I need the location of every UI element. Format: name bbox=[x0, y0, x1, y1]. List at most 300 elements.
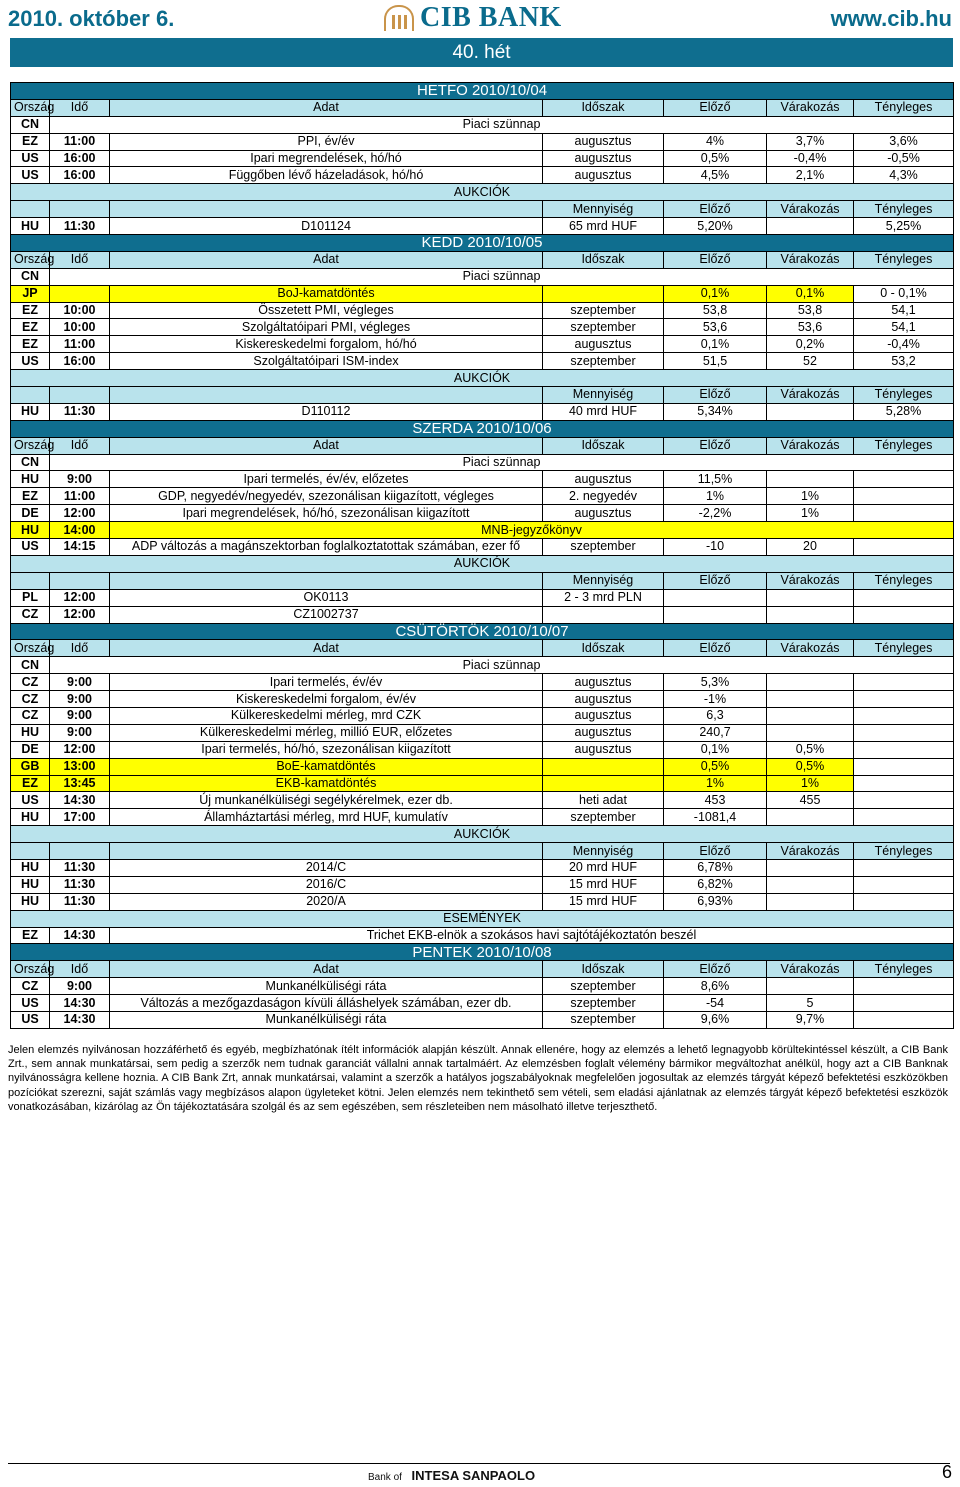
cell-elozo: 51,5 bbox=[664, 353, 767, 370]
cell-elozo: 0,5% bbox=[664, 758, 767, 775]
cell-tenyleges bbox=[854, 809, 954, 826]
cell-adat: ADP változás a magánszektorban foglalkoztatottak számában, ezer fő bbox=[110, 539, 543, 556]
cell-varakozas: 0,2% bbox=[767, 336, 854, 353]
cell-ido: 11:30 bbox=[50, 859, 110, 876]
cell-tenyleges: 54,1 bbox=[854, 302, 954, 319]
cell-elozo: -2,2% bbox=[664, 505, 767, 522]
cell-idoszak bbox=[543, 285, 664, 302]
cell-orszag: HU bbox=[11, 403, 50, 420]
empty-cell bbox=[50, 843, 110, 860]
auctions-label bbox=[11, 826, 954, 843]
event-row bbox=[11, 775, 954, 792]
cell-varakozas: 1% bbox=[767, 775, 854, 792]
auction-header-tenyleges: Tényleges bbox=[854, 572, 954, 589]
column-header-orszag: Ország bbox=[11, 99, 50, 116]
event-row bbox=[11, 876, 954, 893]
cell-elozo: 0,5% bbox=[664, 150, 767, 167]
column-header-row bbox=[11, 961, 954, 978]
cell-tenyleges bbox=[854, 589, 954, 606]
cell-varakozas: 0,5% bbox=[767, 758, 854, 775]
cell-elozo: 8,6% bbox=[664, 978, 767, 995]
cell-idoszak: szeptember bbox=[543, 809, 664, 826]
cell-ido: 9:00 bbox=[50, 724, 110, 741]
cell-tenyleges bbox=[854, 539, 954, 556]
cell-ido: 9:00 bbox=[50, 707, 110, 724]
cell-tenyleges bbox=[854, 606, 954, 623]
cell-orszag: EZ bbox=[11, 488, 50, 505]
cell-varakozas bbox=[767, 978, 854, 995]
bank-of-label: Bank of bbox=[368, 1472, 402, 1483]
event-row bbox=[11, 859, 954, 876]
cell-elozo: 53,8 bbox=[664, 302, 767, 319]
day-wednesday bbox=[11, 420, 954, 437]
event-row bbox=[11, 488, 954, 505]
empty-cell bbox=[50, 572, 110, 589]
cell-orszag: HU bbox=[11, 859, 50, 876]
column-header-varakozas: Várakozás bbox=[767, 640, 854, 657]
column-header-ido: Idő bbox=[50, 640, 110, 657]
cell-idoszak: augusztus bbox=[543, 167, 664, 184]
event-row bbox=[11, 167, 954, 184]
intesa-label: INTESA SANPAOLO bbox=[411, 1468, 536, 1483]
column-header-varakozas: Várakozás bbox=[767, 99, 854, 116]
country-cell: CN bbox=[11, 116, 50, 133]
cell-tenyleges bbox=[854, 505, 954, 522]
cell-varakozas: 52 bbox=[767, 353, 854, 370]
column-header-idoszak: Időszak bbox=[543, 961, 664, 978]
cell-varakozas bbox=[767, 809, 854, 826]
event-row bbox=[11, 809, 954, 826]
empty-cell bbox=[110, 387, 543, 404]
day-title: KEDD 2010/10/05 bbox=[11, 235, 954, 252]
cell-orszag: CZ bbox=[11, 978, 50, 995]
section-label: AUKCIÓK bbox=[11, 826, 954, 843]
cell-idoszak: 2 - 3 mrd PLN bbox=[543, 589, 664, 606]
economic-calendar-table bbox=[10, 82, 954, 1029]
cell-adat: CZ1002737 bbox=[110, 606, 543, 623]
cell-orszag: US bbox=[11, 1011, 50, 1028]
holiday-label: Piaci szünnap bbox=[50, 454, 954, 471]
cell-tenyleges: -0,4% bbox=[854, 336, 954, 353]
cell-idoszak: 20 mrd HUF bbox=[543, 859, 664, 876]
cell-adat: Kiskereskedelmi forgalom, hó/hó bbox=[110, 336, 543, 353]
cell-adat: D101124 bbox=[110, 218, 543, 235]
empty-cell bbox=[110, 572, 543, 589]
cell-varakozas: 5 bbox=[767, 995, 854, 1012]
auction-header-mennyiseg: Mennyiség bbox=[543, 387, 664, 404]
auction-header-tenyleges: Tényleges bbox=[854, 387, 954, 404]
cell-varakozas bbox=[767, 218, 854, 235]
cell-adat: Ipari termelés, év/év bbox=[110, 674, 543, 691]
cell-adat: Ipari termelés, hó/hó, szezonálisan kiigazított bbox=[110, 741, 543, 758]
cell-adat: 2014/C bbox=[110, 859, 543, 876]
cell-orszag: HU bbox=[11, 893, 50, 910]
page-header bbox=[0, 0, 960, 38]
column-header-elozo: Előző bbox=[664, 640, 767, 657]
cell-ido: 14:15 bbox=[50, 539, 110, 556]
cell-orszag: HU bbox=[11, 471, 50, 488]
cell-adat: Államháztartási mérleg, mrd HUF, kumulatív bbox=[110, 809, 543, 826]
cell-ido: 12:00 bbox=[50, 505, 110, 522]
cell-adat: Munkanélküliségi ráta bbox=[110, 1011, 543, 1028]
cell-varakozas: 53,6 bbox=[767, 319, 854, 336]
cell-orszag: HU bbox=[11, 809, 50, 826]
cell-adat: GDP, negyedév/negyedév, szezonálisan kiigazított, végleges bbox=[110, 488, 543, 505]
column-header-adat: Adat bbox=[110, 437, 543, 454]
market-holiday-row bbox=[11, 268, 954, 285]
cell-idoszak bbox=[543, 606, 664, 623]
cell-varakozas: 0,1% bbox=[767, 285, 854, 302]
cell-tenyleges bbox=[854, 707, 954, 724]
cell-ido: 16:00 bbox=[50, 167, 110, 184]
column-header-orszag: Ország bbox=[11, 437, 50, 454]
cell-ido: 12:00 bbox=[50, 589, 110, 606]
event-row bbox=[11, 995, 954, 1012]
column-header-adat: Adat bbox=[110, 961, 543, 978]
column-header-ido: Idő bbox=[50, 99, 110, 116]
cell-tenyleges bbox=[854, 893, 954, 910]
auctions-label bbox=[11, 184, 954, 201]
cell-elozo: 53,6 bbox=[664, 319, 767, 336]
cell-ido: 14:30 bbox=[50, 1011, 110, 1028]
cell-ido: 9:00 bbox=[50, 978, 110, 995]
cell-varakozas bbox=[767, 724, 854, 741]
cell-tenyleges bbox=[854, 471, 954, 488]
cell-elozo bbox=[664, 589, 767, 606]
cell-orszag: HU bbox=[11, 876, 50, 893]
cell-varakozas: 20 bbox=[767, 539, 854, 556]
cell-elozo bbox=[664, 606, 767, 623]
cell-orszag: US bbox=[11, 792, 50, 809]
page-number: 6 bbox=[941, 1462, 952, 1482]
auction-header-tenyleges: Tényleges bbox=[854, 201, 954, 218]
cell-ido: 17:00 bbox=[50, 809, 110, 826]
auction-header-elozo: Előző bbox=[664, 201, 767, 218]
column-header-elozo: Előző bbox=[664, 961, 767, 978]
holiday-label: Piaci szünnap bbox=[50, 268, 954, 285]
cell-varakozas bbox=[767, 893, 854, 910]
column-header-varakozas: Várakozás bbox=[767, 437, 854, 454]
footer-divider bbox=[8, 1463, 950, 1464]
events-label bbox=[11, 910, 954, 927]
event-row bbox=[11, 150, 954, 167]
cell-ido: 14:30 bbox=[50, 995, 110, 1012]
cell-orszag: HU bbox=[11, 522, 50, 539]
cell-elozo: 6,78% bbox=[664, 859, 767, 876]
cell-orszag: EZ bbox=[11, 302, 50, 319]
cell-varakozas bbox=[767, 403, 854, 420]
cell-adat: Változás a mezőgazdaságon kívüli álláshelyek számában, ezer db. bbox=[110, 995, 543, 1012]
empty-cell bbox=[50, 387, 110, 404]
auction-header-elozo: Előző bbox=[664, 572, 767, 589]
cell-adat: Külkereskedelmi mérleg, millió EUR, előzetes bbox=[110, 724, 543, 741]
cell-tenyleges bbox=[854, 876, 954, 893]
cell-ido: 11:00 bbox=[50, 336, 110, 353]
cell-varakozas: -0,4% bbox=[767, 150, 854, 167]
cell-adat: EKB-kamatdöntés bbox=[110, 775, 543, 792]
cell-idoszak: 40 mrd HUF bbox=[543, 403, 664, 420]
event-row bbox=[11, 1011, 954, 1028]
market-holiday-row bbox=[11, 657, 954, 674]
cell-tenyleges bbox=[854, 488, 954, 505]
auction-header-row bbox=[11, 843, 954, 860]
cell-idoszak: 65 mrd HUF bbox=[543, 218, 664, 235]
cell-orszag: PL bbox=[11, 589, 50, 606]
cell-idoszak: augusztus bbox=[543, 133, 664, 150]
auction-header-mennyiseg: Mennyiség bbox=[543, 843, 664, 860]
column-header-elozo: Előző bbox=[664, 437, 767, 454]
column-header-tenyleges: Tényleges bbox=[854, 437, 954, 454]
cell-ido: 14:00 bbox=[50, 522, 110, 539]
cell-elozo: 6,93% bbox=[664, 893, 767, 910]
cell-idoszak: szeptember bbox=[543, 539, 664, 556]
cell-varakozas: 455 bbox=[767, 792, 854, 809]
column-header-adat: Adat bbox=[110, 251, 543, 268]
auction-header-varakozas: Várakozás bbox=[767, 572, 854, 589]
cell-orszag: EZ bbox=[11, 775, 50, 792]
cell-elozo: 4,5% bbox=[664, 167, 767, 184]
day-thursday bbox=[11, 623, 954, 640]
cell-adat: Külkereskedelmi mérleg, mrd CZK bbox=[110, 707, 543, 724]
cib-logo-icon bbox=[384, 5, 414, 31]
cell-varakozas bbox=[767, 674, 854, 691]
cell-tenyleges bbox=[854, 995, 954, 1012]
country-cell: CN bbox=[11, 268, 50, 285]
cell-orszag: CZ bbox=[11, 606, 50, 623]
column-header-tenyleges: Tényleges bbox=[854, 251, 954, 268]
cell-idoszak: augusztus bbox=[543, 741, 664, 758]
cell-ido: 11:00 bbox=[50, 488, 110, 505]
cell-tenyleges bbox=[854, 724, 954, 741]
cell-elozo: -1081,4 bbox=[664, 809, 767, 826]
section-label: AUKCIÓK bbox=[11, 184, 954, 201]
auctions-label bbox=[11, 370, 954, 387]
cell-varakozas: 3,7% bbox=[767, 133, 854, 150]
disclaimer-text: Jelen elemzés nyilvánosan hozzáférhető és egyéb, megbízhatónak ítélt információk alapján készült. Annak ellenére, hogy az elemzés a lehető legnagyobb körültekintéssel készült, a CIB Bank Zrt., sem annak munkatársai, sem pedig a szerzők nem tudnak garanciát vállalni annak tartalmáért. Az elemzésben foglalt vélemény bármikor megváltozhat anélkül, hogy azt a CIB Banknak nyilvánosságra kellene hoznia. A CIB Bank Zrt, annak munkatársai, valamint a szerzők a hatályos jogszabályoknak megfelelően jogosultak az elemzés tárgyát képező befektetési eszközökben pozíciókat szerezni, saját számlás vagy megbízásos alapon ügyleteket kötni. Jelen elemzés nem tekinthető sem vételi, sem eladási ajánlatnak az elemzés tárgyát képező befektetési eszközök vonatkozásában, kizárólag az Ön tájékoztatására szolgál és az sem egészében, sem részleteiben nem másolható illetve terjeszthető. bbox=[8, 1044, 948, 1113]
event-row bbox=[11, 606, 954, 623]
cell-elozo: 6,3 bbox=[664, 707, 767, 724]
cell-tenyleges bbox=[854, 758, 954, 775]
event-row bbox=[11, 539, 954, 556]
cell-ido: 14:30 bbox=[50, 927, 110, 944]
column-header-tenyleges: Tényleges bbox=[854, 99, 954, 116]
cell-adat: OK0113 bbox=[110, 589, 543, 606]
auction-header-row bbox=[11, 572, 954, 589]
cell-adat: Szolgáltatóipari PMI, végleges bbox=[110, 319, 543, 336]
holiday-label: Piaci szünnap bbox=[50, 657, 954, 674]
cell-orszag: US bbox=[11, 995, 50, 1012]
auction-header-varakozas: Várakozás bbox=[767, 387, 854, 404]
cell-orszag: EZ bbox=[11, 133, 50, 150]
cell-elozo: -10 bbox=[664, 539, 767, 556]
cell-idoszak bbox=[543, 758, 664, 775]
cell-adat: BoE-kamatdöntés bbox=[110, 758, 543, 775]
cell-tenyleges: 3,6% bbox=[854, 133, 954, 150]
cell-tenyleges bbox=[854, 691, 954, 708]
auction-header-varakozas: Várakozás bbox=[767, 843, 854, 860]
cell-elozo: 240,7 bbox=[664, 724, 767, 741]
cell-ido: 13:00 bbox=[50, 758, 110, 775]
column-header-row bbox=[11, 99, 954, 116]
cell-ido: 11:30 bbox=[50, 893, 110, 910]
cell-orszag: HU bbox=[11, 724, 50, 741]
empty-cell bbox=[110, 843, 543, 860]
section-label: AUKCIÓK bbox=[11, 555, 954, 572]
cell-idoszak: augusztus bbox=[543, 707, 664, 724]
cell-tenyleges: -0,5% bbox=[854, 150, 954, 167]
cell-adat: Munkanélküliségi ráta bbox=[110, 978, 543, 995]
website-link[interactable]: www.cib.hu bbox=[830, 6, 952, 31]
cell-adat: Trichet EKB-elnök a szokásos havi sajtótájékoztatón beszél bbox=[110, 927, 954, 944]
cell-elozo: -54 bbox=[664, 995, 767, 1012]
cell-idoszak: augusztus bbox=[543, 505, 664, 522]
cell-varakozas bbox=[767, 707, 854, 724]
bank-name: CIB BANK bbox=[420, 2, 562, 33]
cell-tenyleges bbox=[854, 978, 954, 995]
event-row bbox=[11, 471, 954, 488]
column-header-ido: Idő bbox=[50, 251, 110, 268]
cell-orszag: EZ bbox=[11, 336, 50, 353]
event-row bbox=[11, 978, 954, 995]
cell-tenyleges: 5,25% bbox=[854, 218, 954, 235]
cell-tenyleges bbox=[854, 859, 954, 876]
cell-elozo: 6,82% bbox=[664, 876, 767, 893]
cell-orszag: DE bbox=[11, 741, 50, 758]
column-header-ido: Idő bbox=[50, 961, 110, 978]
day-monday bbox=[11, 83, 954, 100]
market-holiday-row bbox=[11, 454, 954, 471]
cell-idoszak: augusztus bbox=[543, 150, 664, 167]
cell-varakozas bbox=[767, 691, 854, 708]
cell-idoszak: augusztus bbox=[543, 724, 664, 741]
cell-idoszak: augusztus bbox=[543, 336, 664, 353]
cell-tenyleges bbox=[854, 674, 954, 691]
cell-elozo: 9,6% bbox=[664, 1011, 767, 1028]
column-header-row bbox=[11, 251, 954, 268]
auction-header-mennyiseg: Mennyiség bbox=[543, 572, 664, 589]
auction-header-elozo: Előző bbox=[664, 843, 767, 860]
auction-header-varakozas: Várakozás bbox=[767, 201, 854, 218]
cell-varakozas bbox=[767, 859, 854, 876]
auction-header-row bbox=[11, 201, 954, 218]
cell-varakozas bbox=[767, 589, 854, 606]
cell-adat: 2020/A bbox=[110, 893, 543, 910]
column-header-varakozas: Várakozás bbox=[767, 961, 854, 978]
cell-adat: Kiskereskedelmi forgalom, év/év bbox=[110, 691, 543, 708]
cell-varakozas: 9,7% bbox=[767, 1011, 854, 1028]
cell-idoszak: szeptember bbox=[543, 353, 664, 370]
cell-orszag: CZ bbox=[11, 707, 50, 724]
cell-orszag: US bbox=[11, 167, 50, 184]
event-row bbox=[11, 319, 954, 336]
cell-elozo: 11,5% bbox=[664, 471, 767, 488]
event-row bbox=[11, 133, 954, 150]
cell-elozo: 5,3% bbox=[664, 674, 767, 691]
cell-adat: 2016/C bbox=[110, 876, 543, 893]
cell-idoszak: augusztus bbox=[543, 471, 664, 488]
event-row bbox=[11, 505, 954, 522]
column-header-idoszak: Időszak bbox=[543, 640, 664, 657]
cell-idoszak: augusztus bbox=[543, 691, 664, 708]
event-row bbox=[11, 927, 954, 944]
holiday-label: Piaci szünnap bbox=[50, 116, 954, 133]
column-header-idoszak: Időszak bbox=[543, 99, 664, 116]
cell-idoszak: augusztus bbox=[543, 674, 664, 691]
cell-ido: 9:00 bbox=[50, 691, 110, 708]
cell-varakozas bbox=[767, 606, 854, 623]
day-title: SZERDA 2010/10/06 bbox=[11, 420, 954, 437]
cell-idoszak: heti adat bbox=[543, 792, 664, 809]
cell-elozo: 4% bbox=[664, 133, 767, 150]
cell-orszag: CZ bbox=[11, 674, 50, 691]
cell-orszag: EZ bbox=[11, 927, 50, 944]
day-title: CSÜTÖRTÖK 2010/10/07 bbox=[11, 623, 954, 640]
column-header-orszag: Ország bbox=[11, 251, 50, 268]
cell-ido bbox=[50, 285, 110, 302]
auction-row bbox=[11, 218, 954, 235]
cell-tenyleges: 0 - 0,1% bbox=[854, 285, 954, 302]
cell-idoszak: szeptember bbox=[543, 319, 664, 336]
cell-elozo: 453 bbox=[664, 792, 767, 809]
cell-adat: Ipari megrendelések, hó/hó bbox=[110, 150, 543, 167]
cell-idoszak: szeptember bbox=[543, 995, 664, 1012]
empty-cell bbox=[110, 201, 543, 218]
country-cell: CN bbox=[11, 657, 50, 674]
cell-tenyleges: 5,28% bbox=[854, 403, 954, 420]
cell-adat: MNB-jegyzőkönyv bbox=[110, 522, 954, 539]
cell-elozo: 5,34% bbox=[664, 403, 767, 420]
event-row bbox=[11, 302, 954, 319]
day-title: HETFO 2010/10/04 bbox=[11, 83, 954, 100]
cell-idoszak: 15 mrd HUF bbox=[543, 893, 664, 910]
day-tuesday bbox=[11, 235, 954, 252]
column-header-adat: Adat bbox=[110, 640, 543, 657]
column-header-idoszak: Időszak bbox=[543, 251, 664, 268]
event-row bbox=[11, 707, 954, 724]
auction-header-elozo: Előző bbox=[664, 387, 767, 404]
cell-elozo: 1% bbox=[664, 775, 767, 792]
event-row bbox=[11, 724, 954, 741]
cell-adat: Új munkanélküliségi segélykérelmek, ezer db. bbox=[110, 792, 543, 809]
cell-ido: 12:00 bbox=[50, 741, 110, 758]
event-row bbox=[11, 758, 954, 775]
cell-tenyleges: 54,1 bbox=[854, 319, 954, 336]
event-row bbox=[11, 285, 954, 302]
cell-elozo: 1% bbox=[664, 488, 767, 505]
cell-adat: Összetett PMI, végleges bbox=[110, 302, 543, 319]
cell-varakozas: 53,8 bbox=[767, 302, 854, 319]
cell-orszag: HU bbox=[11, 218, 50, 235]
report-date: 2010. október 6. bbox=[8, 6, 175, 31]
cell-idoszak: 15 mrd HUF bbox=[543, 876, 664, 893]
cell-varakozas: 2,1% bbox=[767, 167, 854, 184]
cell-orszag: GB bbox=[11, 758, 50, 775]
cell-tenyleges: 4,3% bbox=[854, 167, 954, 184]
cell-ido: 11:30 bbox=[50, 218, 110, 235]
cell-ido: 11:30 bbox=[50, 876, 110, 893]
cell-varakozas bbox=[767, 471, 854, 488]
cell-tenyleges: 53,2 bbox=[854, 353, 954, 370]
cell-idoszak: szeptember bbox=[543, 978, 664, 995]
event-row bbox=[11, 741, 954, 758]
cell-idoszak: 2. negyedév bbox=[543, 488, 664, 505]
column-header-idoszak: Időszak bbox=[543, 437, 664, 454]
auction-header-row bbox=[11, 387, 954, 404]
empty-cell bbox=[11, 843, 50, 860]
cell-elozo: 0,1% bbox=[664, 336, 767, 353]
day-title: PENTEK 2010/10/08 bbox=[11, 944, 954, 961]
event-row bbox=[11, 522, 954, 539]
